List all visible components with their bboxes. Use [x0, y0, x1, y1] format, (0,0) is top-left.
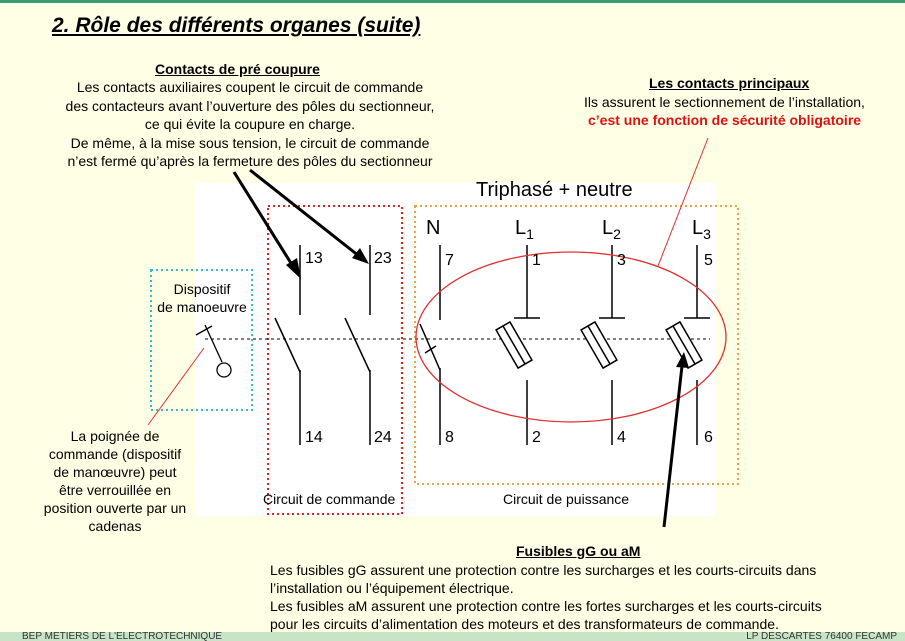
phase-subscript: 1 — [526, 226, 534, 242]
pre-coupure-line: n’est fermé qu’après la fermeture des pôles du sectionneur — [67, 153, 433, 169]
principaux-line-1: Ils assurent le sectionnement de l’installation, — [584, 94, 865, 110]
pre-coupure-line: ce qui évite la coupure en charge. — [144, 116, 356, 132]
pre-coupure-line: De même, à la mise sous tension, le circuit de commande — [70, 134, 430, 151]
poignee-text — [30, 427, 200, 535]
phase-subscript: 2 — [613, 226, 621, 242]
footer-bar — [0, 632, 905, 641]
fusibles-line: pour les circuits d’alimentation des moteurs et des transformateurs de commande. — [270, 616, 779, 632]
fusibles-line: Les fusibles gG assurent une protection contre les surcharges et les courts-circuits dans — [270, 562, 817, 578]
phase-label-l2 — [602, 217, 621, 242]
phase-letter: L — [515, 217, 527, 239]
terminal-6: 6 — [704, 429, 713, 446]
terminal-23: 23 — [374, 250, 392, 267]
terminal-13: 13 — [305, 250, 323, 267]
terminal-8: 8 — [445, 429, 454, 446]
phase-subscript: 3 — [703, 226, 711, 242]
dispositif-label-line: de manoeuvre — [157, 299, 247, 315]
terminal-1: 1 — [532, 252, 541, 269]
poignee-line: cadenas — [88, 518, 142, 534]
poignee-line: de manœuvre) peut — [53, 464, 177, 480]
terminal-3: 3 — [617, 252, 626, 269]
terminal-7: 7 — [445, 252, 454, 269]
page-title: 2. Rôle des différents organes (suite) — [52, 14, 421, 37]
pre-coupure-heading: Contacts de pré coupure — [155, 61, 320, 77]
terminal-4: 4 — [617, 429, 626, 446]
dispositif-label-line: Dispositif — [173, 281, 231, 297]
dispositif-label — [148, 280, 256, 316]
fusibles-line: Les fusibles aM assurent une protection contre les fortes surcharges et les courts-circuits — [270, 598, 822, 614]
footer-right: LP DESCARTES 76400 FECAMP — [746, 632, 897, 641]
triphase-label: Triphasé + neutre — [476, 179, 633, 201]
phase-label-l3 — [692, 217, 711, 242]
fusibles-text — [270, 561, 822, 633]
principaux-heading: Les contacts principaux — [649, 75, 810, 91]
phase-letter: L — [692, 217, 704, 239]
poignee-line: être verrouillée en — [58, 482, 172, 498]
terminal-14: 14 — [305, 429, 323, 446]
phase-label-n: N — [426, 217, 441, 239]
fusibles-line: l’installation ou l’équipement électrique. — [270, 580, 514, 596]
poignee-line: La poignée de — [70, 428, 160, 444]
circuit-puissance-label: Circuit de puissance — [503, 491, 630, 507]
pre-coupure-line: des contacteurs avant l’ouverture des pôles du sectionneur, — [65, 97, 435, 114]
circuit-commande-label: Circuit de commande — [263, 491, 396, 507]
phase-letter: L — [602, 217, 614, 239]
pre-coupure-line: Les contacts auxiliaires coupent le circuit de commande — [76, 79, 424, 95]
footer-left: BEP METIERS DE L'ELECTROTECHNIQUE — [22, 632, 223, 641]
phase-label-l1 — [515, 217, 534, 242]
terminal-2: 2 — [532, 429, 541, 446]
terminal-5: 5 — [704, 252, 713, 269]
fusibles-heading: Fusibles gG ou aM — [516, 543, 641, 559]
poignee-line: commande (dispositif — [48, 446, 182, 462]
poignee-line: position ouverte par un — [43, 500, 187, 516]
terminal-24: 24 — [374, 429, 392, 446]
principaux-line-2: c’est une fonction de sécurité obligatoire — [588, 112, 862, 128]
